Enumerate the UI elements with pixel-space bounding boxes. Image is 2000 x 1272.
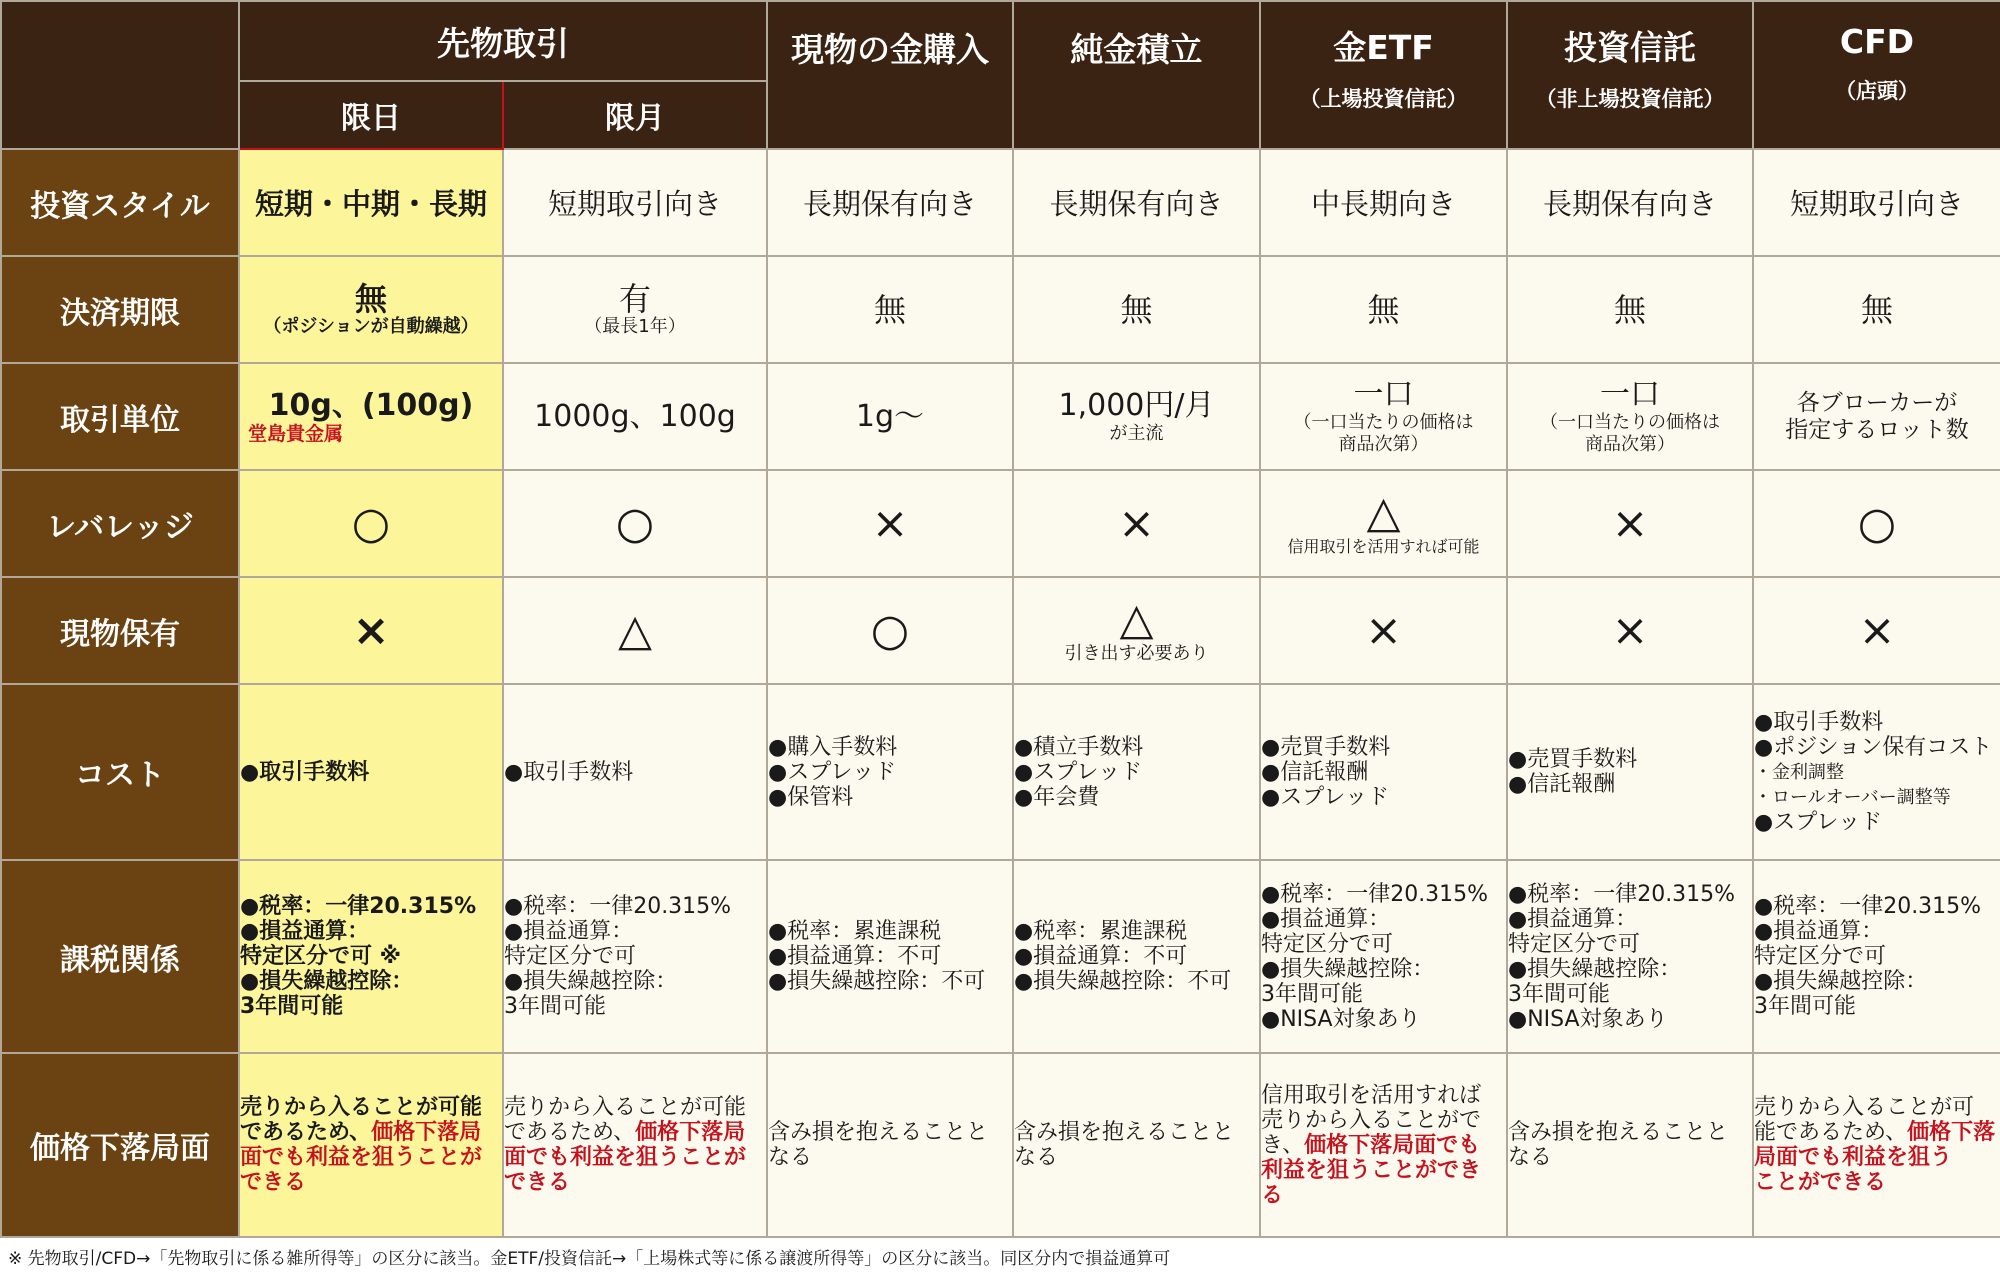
decline-line: なる bbox=[1508, 1145, 1553, 1170]
tax-line: ●損益通算： bbox=[1754, 919, 1884, 944]
decline-line: 売りから入ることがで bbox=[1261, 1107, 1482, 1133]
decline-text: き、 bbox=[1261, 1132, 1305, 1158]
decline-highlight: 価格下落局 bbox=[635, 1120, 746, 1145]
physical-symbol: × bbox=[1611, 604, 1649, 656]
tax-line: 3年間可能 bbox=[1508, 981, 1610, 1007]
col-header-etf bbox=[1260, 1, 1507, 149]
decline-line: 売りから入ることが可能 bbox=[504, 1095, 747, 1120]
style-cell: 短期・中期・長期 bbox=[239, 149, 503, 256]
tax-line: ●税率：累進課税 bbox=[1014, 919, 1188, 944]
physical-note: 引き出す必要あり bbox=[1064, 642, 1209, 664]
cost-line: ●取引手数料 bbox=[1754, 709, 1884, 735]
leverage-symbol: ○ bbox=[615, 497, 655, 549]
cost-line: ●積立手数料 bbox=[1014, 734, 1144, 760]
physical-symbol: × bbox=[1858, 604, 1896, 656]
col-header-cfd-title: CFD bbox=[1839, 22, 1915, 61]
cost-cell bbox=[1507, 684, 1753, 860]
row-deadline bbox=[1, 256, 2000, 363]
deadline-value: 有 bbox=[618, 279, 651, 318]
deadline-cell bbox=[1507, 256, 1753, 363]
cost-line: ●売買手数料 bbox=[1508, 747, 1638, 772]
tax-line: 3年間可能 bbox=[1754, 994, 1856, 1019]
unit-value: 一口 bbox=[1353, 376, 1414, 412]
unit-value: 各ブローカーが bbox=[1796, 389, 1958, 416]
cost-cell bbox=[1013, 684, 1260, 860]
decline-cell bbox=[1013, 1053, 1260, 1237]
unit-value: 指定するロット数 bbox=[1785, 416, 1969, 443]
footnote: ※ 先物取引/CFD→「先物取引に係る雑所得等」の区分に該当。金ETF/投資信託→「上場株式等に係る譲渡所得等」の区分に該当。同区分内で損益通算可 bbox=[8, 1249, 1171, 1269]
decline-highlight: 価格下落局 bbox=[371, 1120, 482, 1145]
tax-line: ●損益通算： bbox=[504, 919, 634, 944]
style-cell: 短期取引向き bbox=[1753, 149, 2000, 256]
leverage-cell bbox=[1013, 470, 1260, 577]
cost-line: ●スプレッド bbox=[1014, 759, 1143, 785]
physical-cell bbox=[1013, 577, 1260, 684]
deadline-note: （最長1年） bbox=[584, 315, 686, 337]
tax-line: ●損失繰越控除：不可 bbox=[768, 969, 986, 994]
cost-line: ●保管料 bbox=[768, 784, 854, 810]
decline-highlight: できる bbox=[240, 1170, 307, 1195]
decline-highlight: 価格下落 bbox=[1907, 1120, 1996, 1145]
row-header-physical: 現物保有 bbox=[1, 577, 239, 684]
tax-line: ●NISA対象あり bbox=[1508, 1006, 1668, 1032]
tax-line: ●税率：累進課税 bbox=[768, 919, 942, 944]
unit-note: 堂島貴金属 bbox=[248, 422, 344, 445]
tax-cell bbox=[1753, 860, 2000, 1053]
decline-highlight: ことができる bbox=[1754, 1170, 1887, 1195]
deadline-cell bbox=[1753, 256, 2000, 363]
physical-symbol: × bbox=[352, 604, 390, 656]
col-header-etf-sub: （上場投資信託） bbox=[1299, 87, 1468, 111]
deadline-value: 無 bbox=[1120, 290, 1153, 329]
leverage-note: 信用取引を活用すれば可能 bbox=[1287, 536, 1480, 556]
row-decline bbox=[1, 1053, 2000, 1237]
row-tax bbox=[1, 860, 2000, 1053]
tax-line: ●損失繰越控除： bbox=[1261, 956, 1435, 982]
unit-note: 商品次第） bbox=[1338, 433, 1429, 455]
decline-highlight: 面でも利益を狙うことが bbox=[504, 1145, 747, 1170]
col-header-cfd-sub: （店頭） bbox=[1835, 79, 1919, 103]
cost-line: ●ポジション保有コスト bbox=[1754, 734, 1993, 760]
tax-line: ●損益通算：不可 bbox=[768, 944, 942, 969]
tax-line: 特定区分で可 bbox=[1754, 944, 1887, 969]
row-style bbox=[1, 149, 2000, 256]
unit-cell bbox=[503, 363, 767, 470]
header-corner bbox=[1, 1, 239, 149]
deadline-cell bbox=[503, 256, 767, 363]
col-header-spot: 現物の金購入 bbox=[767, 1, 1013, 149]
tax-line: ●損失繰越控除：不可 bbox=[1014, 969, 1232, 994]
decline-line: 売りから入ることが可 bbox=[1754, 1095, 1975, 1120]
cost-cell bbox=[1260, 684, 1507, 860]
decline-highlight: 局面でも利益を狙う bbox=[1754, 1145, 1953, 1170]
leverage-symbol: × bbox=[1118, 497, 1155, 549]
cost-line: ●スプレッド bbox=[1261, 784, 1390, 810]
tax-line: 特定区分で可 bbox=[1261, 931, 1394, 957]
row-unit bbox=[1, 363, 2000, 470]
cost-line: ●年会費 bbox=[1014, 784, 1100, 810]
unit-note: 商品次第） bbox=[1585, 433, 1675, 455]
tax-line: ●税率：一律20.315% bbox=[504, 894, 732, 919]
cost-line: ●スプレッド bbox=[1754, 809, 1883, 835]
decline-highlight: 利益を狙うことができ bbox=[1261, 1157, 1482, 1183]
decline-line: なる bbox=[768, 1145, 813, 1170]
decline-line: なる bbox=[1014, 1145, 1059, 1170]
cost-line: ●信託報酬 bbox=[1508, 772, 1616, 797]
cost-line: ●取引手数料 bbox=[504, 759, 634, 785]
col-header-accum: 純金積立 bbox=[1013, 1, 1260, 149]
tax-line: ●税率：一律20.315% bbox=[240, 894, 477, 919]
tax-line: 3年間可能 bbox=[240, 994, 344, 1019]
physical-symbol: △ bbox=[1119, 593, 1154, 645]
col-header-cfd bbox=[1753, 1, 2000, 149]
tax-line: 特定区分で可 bbox=[1508, 931, 1641, 957]
decline-line: 含み損を抱えることと bbox=[768, 1120, 989, 1145]
tax-line: ●税率：一律20.315% bbox=[1754, 894, 1982, 919]
physical-symbol: ○ bbox=[870, 604, 910, 656]
unit-value: 一口 bbox=[1600, 376, 1660, 412]
tax-line: ●損失繰越控除： bbox=[240, 969, 414, 994]
tax-cell bbox=[1507, 860, 1753, 1053]
tax-line: ●損益通算： bbox=[1508, 906, 1638, 932]
cost-cell bbox=[503, 684, 767, 860]
col-header-trust bbox=[1507, 1, 1753, 149]
header-row bbox=[1, 1, 2000, 81]
deadline-note: （ポジションが自動繰越） bbox=[263, 315, 479, 337]
col-header-futures: 先物取引 bbox=[239, 1, 767, 81]
leverage-symbol: ○ bbox=[351, 497, 391, 549]
tax-line: ●損失繰越控除： bbox=[1508, 956, 1682, 982]
tax-line: ●損失繰越控除： bbox=[504, 969, 678, 994]
row-header-leverage: レバレッジ bbox=[1, 470, 239, 577]
tax-line: ●損益通算：不可 bbox=[1014, 944, 1188, 969]
row-header-tax: 課税関係 bbox=[1, 860, 239, 1053]
unit-value: 1g～ bbox=[855, 398, 925, 434]
leverage-cell bbox=[503, 470, 767, 577]
decline-cell bbox=[1260, 1053, 1507, 1237]
row-physical bbox=[1, 577, 2000, 684]
tax-cell bbox=[1260, 860, 1507, 1053]
decline-highlight: できる bbox=[504, 1170, 571, 1195]
tax-cell bbox=[1013, 860, 1260, 1053]
decline-text: 能であるため、 bbox=[1754, 1120, 1908, 1145]
tax-line: ●税率：一律20.315% bbox=[1261, 881, 1489, 907]
decline-cell bbox=[1753, 1053, 2000, 1237]
tax-line: 3年間可能 bbox=[1261, 981, 1363, 1007]
decline-line: 含み損を抱えることと bbox=[1508, 1120, 1729, 1145]
row-leverage bbox=[1, 470, 2000, 577]
cost-line: ●取引手数料 bbox=[240, 759, 370, 785]
unit-cell bbox=[1753, 363, 2000, 470]
col-header-etf-title: 金ETF bbox=[1333, 28, 1434, 67]
tax-line: ●損益通算： bbox=[240, 919, 370, 944]
decline-highlight: 面でも利益を狙うことが bbox=[240, 1145, 483, 1170]
col-header-gengetsu: 限月 bbox=[503, 81, 767, 149]
unit-note: が主流 bbox=[1109, 422, 1164, 444]
deadline-value: 無 bbox=[354, 279, 387, 318]
cost-cell bbox=[767, 684, 1013, 860]
style-cell: 長期保有向き bbox=[767, 149, 1013, 256]
unit-note: （一口当たりの価格は bbox=[1540, 411, 1720, 433]
cost-line: ●スプレッド bbox=[768, 759, 897, 785]
decline-text: であるため、 bbox=[240, 1120, 372, 1145]
deadline-cell bbox=[239, 256, 503, 363]
col-header-genjitsu: 限日 bbox=[239, 81, 503, 149]
col-header-trust-sub: （非上場投資信託） bbox=[1535, 87, 1725, 111]
decline-highlight: 価格下落局面でも bbox=[1304, 1132, 1481, 1158]
row-header-unit: 取引単位 bbox=[1, 363, 239, 470]
tax-cell bbox=[503, 860, 767, 1053]
tax-line: ●NISA対象あり bbox=[1261, 1006, 1421, 1032]
decline-highlight: る bbox=[1261, 1182, 1284, 1208]
unit-value: 1000g、100g bbox=[534, 398, 736, 434]
decline-line: 含み損を抱えることと bbox=[1014, 1120, 1235, 1145]
unit-cell bbox=[1507, 363, 1753, 470]
row-cost bbox=[1, 684, 2000, 860]
deadline-cell bbox=[1013, 256, 1260, 363]
unit-cell bbox=[767, 363, 1013, 470]
physical-symbol: × bbox=[1365, 604, 1402, 656]
leverage-cell bbox=[1260, 470, 1507, 577]
deadline-cell bbox=[1260, 256, 1507, 363]
leverage-symbol: △ bbox=[1366, 486, 1401, 538]
style-cell: 長期保有向き bbox=[1013, 149, 1260, 256]
style-cell: 中長期向き bbox=[1260, 149, 1507, 256]
decline-cell bbox=[767, 1053, 1013, 1237]
tax-line: ●税率：一律20.315% bbox=[1508, 881, 1736, 907]
leverage-cell bbox=[1753, 470, 2000, 577]
leverage-symbol: ○ bbox=[1857, 497, 1897, 549]
tax-cell bbox=[239, 860, 503, 1053]
decline-cell bbox=[239, 1053, 503, 1237]
decline-line: 売りから入ることが可能 bbox=[240, 1095, 483, 1120]
physical-cell bbox=[503, 577, 767, 684]
decline-line: 信用取引を活用すれば bbox=[1261, 1082, 1482, 1108]
tax-line: ●損益通算： bbox=[1261, 906, 1391, 932]
physical-cell bbox=[767, 577, 1013, 684]
deadline-value: 無 bbox=[1613, 290, 1646, 329]
decline-cell bbox=[1507, 1053, 1753, 1237]
tax-line: 特定区分で可 bbox=[504, 944, 637, 969]
unit-value: 1,000円/月 bbox=[1058, 387, 1215, 423]
leverage-cell bbox=[239, 470, 503, 577]
cost-cell bbox=[1753, 684, 2000, 860]
leverage-cell bbox=[767, 470, 1013, 577]
style-cell: 長期保有向き bbox=[1507, 149, 1753, 256]
leverage-symbol: × bbox=[1611, 497, 1649, 549]
row-header-cost: コスト bbox=[1, 684, 239, 860]
cost-line: ・ロールオーバー調整等 bbox=[1754, 786, 1951, 808]
unit-cell bbox=[239, 363, 503, 470]
tax-line: ●損失繰越控除： bbox=[1754, 969, 1928, 994]
tax-cell bbox=[767, 860, 1013, 1053]
physical-cell bbox=[1753, 577, 2000, 684]
style-cell: 短期取引向き bbox=[503, 149, 767, 256]
row-header-deadline: 決済期限 bbox=[1, 256, 239, 363]
col-header-trust-title: 投資信託 bbox=[1564, 28, 1696, 67]
cost-line: ・金利調整 bbox=[1754, 761, 1844, 783]
deadline-cell bbox=[767, 256, 1013, 363]
leverage-cell bbox=[1507, 470, 1753, 577]
tax-line: 特定区分で可 ※ bbox=[240, 944, 402, 969]
deadline-value: 無 bbox=[1860, 290, 1893, 329]
leverage-symbol: × bbox=[871, 497, 909, 549]
unit-cell bbox=[1260, 363, 1507, 470]
unit-note: （一口当たりの価格は bbox=[1293, 411, 1474, 433]
unit-value: 10g、(100g) bbox=[268, 387, 474, 423]
unit-cell bbox=[1013, 363, 1260, 470]
tax-line: 3年間可能 bbox=[504, 994, 606, 1019]
decline-text: であるため、 bbox=[504, 1120, 636, 1145]
cost-line: ●購入手数料 bbox=[768, 734, 898, 760]
physical-cell bbox=[1260, 577, 1507, 684]
deadline-value: 無 bbox=[1367, 290, 1400, 329]
row-header-style: 投資スタイル bbox=[1, 149, 239, 256]
physical-symbol: △ bbox=[618, 604, 652, 656]
physical-cell bbox=[239, 577, 503, 684]
row-header-decline: 価格下落局面 bbox=[1, 1053, 239, 1237]
cost-cell bbox=[239, 684, 503, 860]
cost-line: ●信託報酬 bbox=[1261, 759, 1369, 785]
physical-cell bbox=[1507, 577, 1753, 684]
deadline-value: 無 bbox=[873, 290, 906, 329]
decline-cell bbox=[503, 1053, 767, 1237]
cost-line: ●売買手数料 bbox=[1261, 734, 1391, 760]
